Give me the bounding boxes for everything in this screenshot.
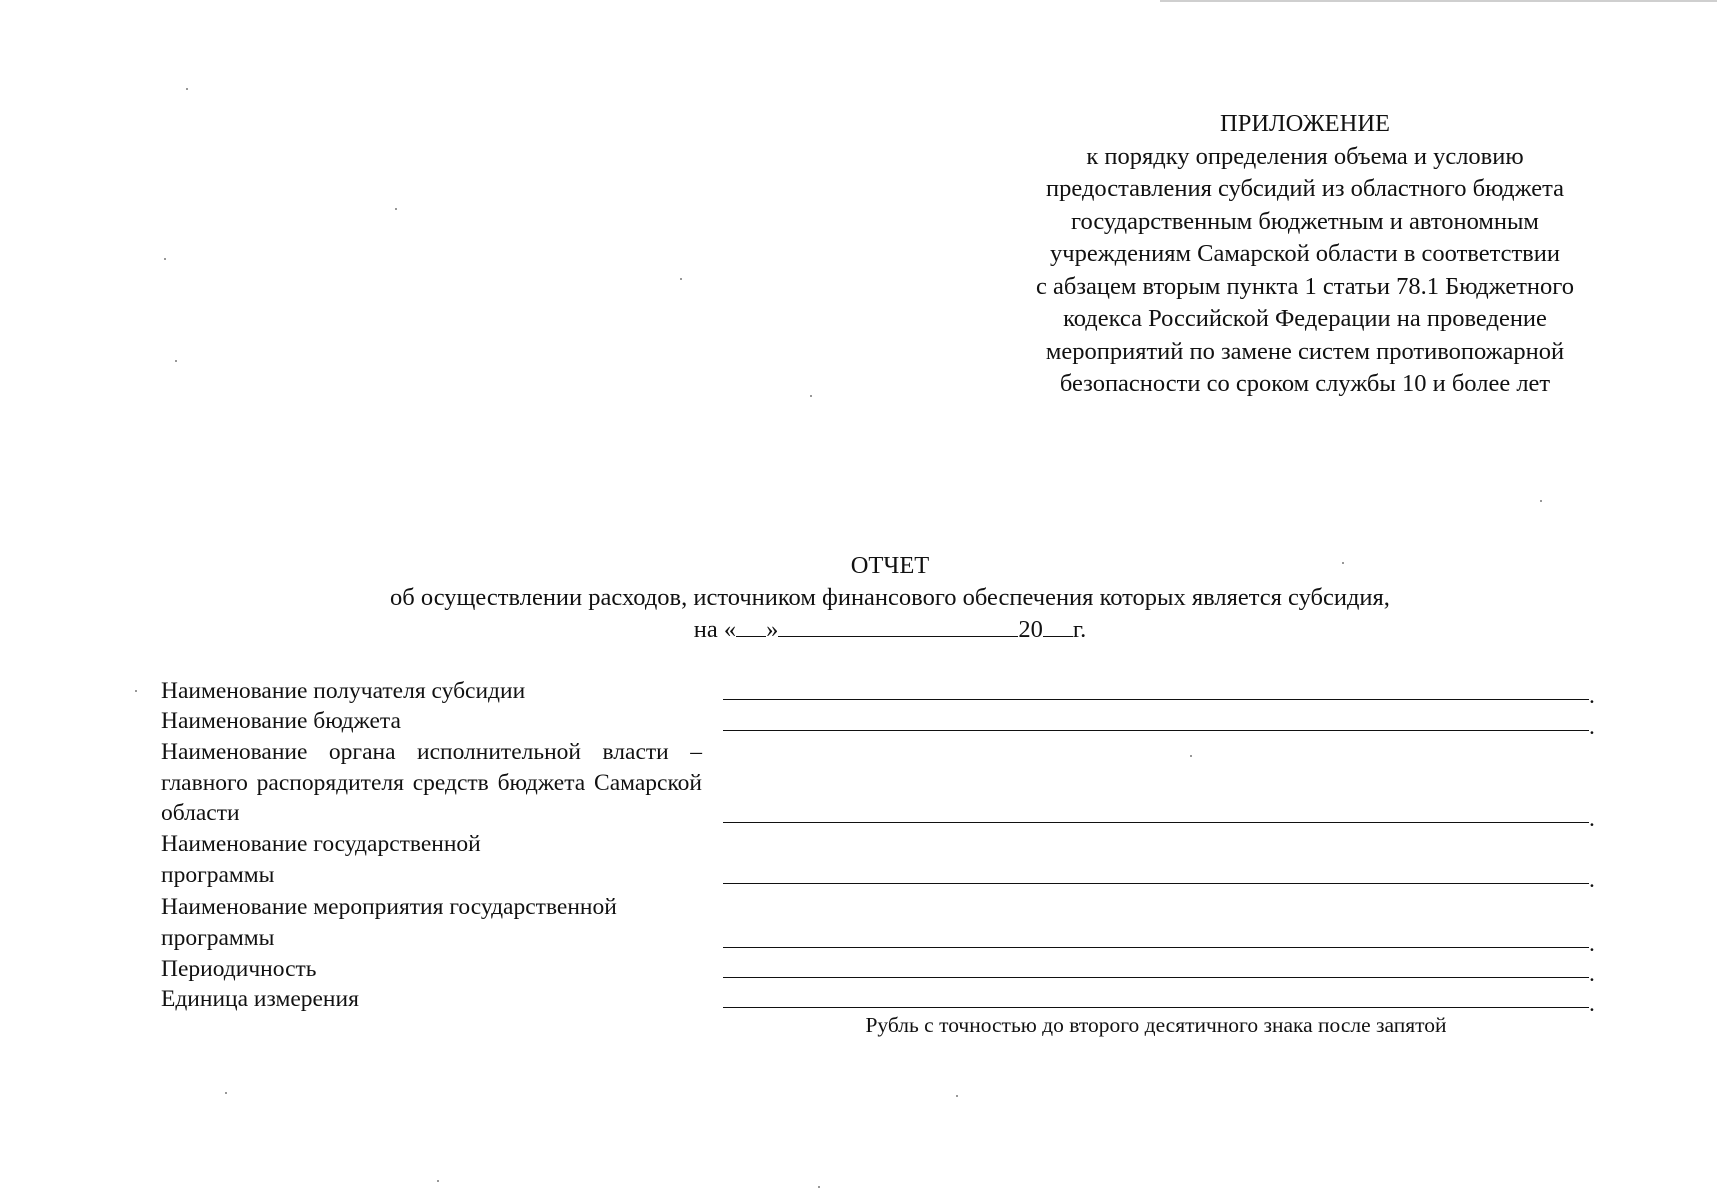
field-end-dot: .: [1589, 714, 1595, 740]
field-label-program: [161, 829, 702, 890]
field-end-dot: .: [1589, 931, 1595, 957]
scan-speck: [175, 360, 177, 362]
appendix-line: учреждениям Самарской области в соответствии: [1050, 240, 1560, 267]
appendix-line: к порядку определения объема и условию: [1086, 142, 1524, 170]
unit-note: Рубль с точностью до второго десятичного знака после запятой: [865, 1013, 1447, 1037]
scan-speck: [818, 1186, 820, 1188]
appendix-line: безопасности со сроком службы 10 и более лет: [1059, 370, 1551, 397]
field-line-program-event[interactable]: [723, 947, 1589, 948]
field-end-dot: .: [1589, 961, 1595, 987]
day-blank[interactable]: [736, 616, 766, 637]
scan-speck: [1190, 755, 1192, 757]
field-end-dot: .: [1589, 991, 1595, 1017]
appendix-line: государственным бюджетным и автономным: [1071, 207, 1539, 235]
appendix-line: предоставления субсидий из областного бюджета: [1046, 175, 1564, 202]
field-label-line: программы: [161, 861, 275, 888]
field-line-program[interactable]: [723, 883, 1589, 884]
field-label-unit: Единица измерения: [161, 986, 359, 1012]
field-label-periodicity: Периодичность: [161, 956, 317, 982]
field-label-line: Наименование мероприятия государственной: [161, 894, 617, 920]
scan-edge-line: [1160, 0, 1717, 2]
field-line-budget[interactable]: [723, 730, 1589, 731]
scan-speck: [1540, 500, 1542, 502]
appendix-title: ПРИЛОЖЕНИЕ: [1220, 110, 1390, 137]
field-label-line: программы: [161, 924, 275, 951]
field-end-dot: .: [1589, 806, 1595, 832]
field-end-dot: .: [1589, 683, 1595, 709]
report-date-line: [240, 614, 1540, 646]
scan-speck: [225, 1092, 227, 1094]
date-suffix: г.: [1072, 616, 1087, 643]
appendix-line: с абзацем вторым пункта 1 статьи 78.1 Бюджетного: [1036, 272, 1574, 300]
field-label-line: Наименование государственной: [161, 831, 481, 857]
date-year: 20: [1018, 616, 1043, 643]
field-label-recipient: Наименование получателя субсидии: [161, 678, 526, 704]
scan-speck: [810, 395, 812, 397]
report-title: ОТЧЕТ: [850, 552, 930, 579]
field-line-unit[interactable]: [723, 1007, 1589, 1008]
field-label-program-event: [161, 892, 702, 953]
scan-speck: [164, 258, 166, 260]
field-end-dot: .: [1589, 867, 1595, 893]
scan-speck: [437, 1180, 439, 1182]
report-heading: [240, 550, 1540, 646]
field-label-budget: Наименование бюджета: [161, 708, 401, 734]
scan-speck: [135, 690, 137, 692]
field-label-authority: Наименование органа исполнительной власти – главного распорядителя средств бюджета Самарской области: [161, 739, 702, 826]
scan-speck: [395, 208, 397, 210]
field-line-periodicity[interactable]: [723, 977, 1589, 978]
scan-speck: [956, 1095, 958, 1097]
field-line-recipient[interactable]: [723, 699, 1589, 700]
date-prefix: на «: [693, 616, 737, 643]
report-subtitle: об осуществлении расходов, источником финансового обеспечения которых является субсидия,: [390, 584, 1390, 611]
year-blank[interactable]: [1043, 616, 1073, 637]
date-mid: »: [766, 616, 779, 643]
appendix-header: [970, 108, 1640, 401]
appendix-line: кодекса Российской Федерации на проведение: [1063, 305, 1547, 332]
scan-speck: [680, 278, 682, 280]
scan-speck: [186, 88, 188, 90]
field-line-authority[interactable]: [723, 822, 1589, 823]
month-blank[interactable]: [778, 616, 1018, 637]
appendix-line: мероприятий по замене систем противопожарной: [1045, 337, 1565, 365]
